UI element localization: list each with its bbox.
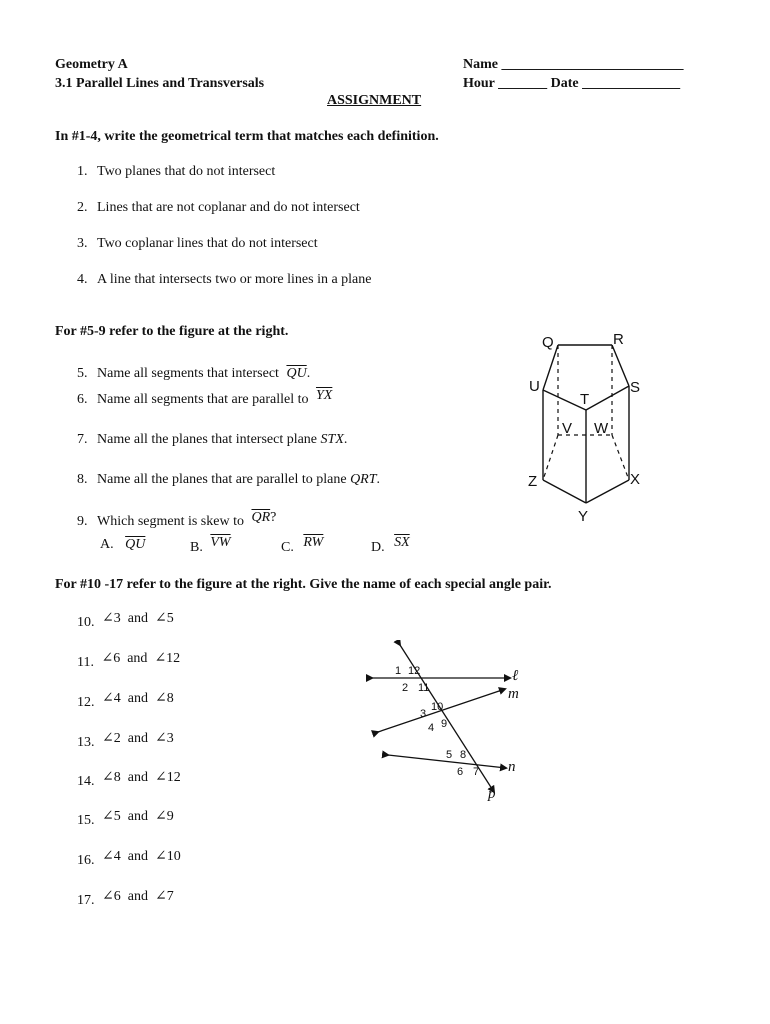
angle-a: 4 bbox=[113, 691, 121, 706]
edge-rs bbox=[612, 345, 629, 386]
angle-pair bbox=[102, 611, 174, 626]
lesson-title: 3.1 Parallel Lines and Transversals bbox=[55, 76, 265, 91]
edge-qu bbox=[543, 345, 558, 390]
question-text: Name all segments that intersect bbox=[97, 366, 279, 381]
angle-symbol: ∠ bbox=[102, 889, 114, 904]
punctuation: . bbox=[306, 366, 311, 381]
question-number: 9. bbox=[77, 514, 88, 529]
date-blank: ______________ bbox=[582, 76, 681, 91]
vertex-label-x: X bbox=[630, 471, 641, 488]
question-number: 15. bbox=[77, 813, 95, 828]
angle-symbol: ∠ bbox=[154, 611, 167, 626]
angle-symbol: ∠ bbox=[102, 770, 114, 785]
angle-symbol: ∠ bbox=[154, 770, 167, 785]
angle-a: 8 bbox=[113, 770, 121, 785]
vertex-label-v: V bbox=[562, 420, 573, 437]
assignment-title: ASSIGNMENT bbox=[327, 93, 422, 108]
vertex-label-s: S bbox=[630, 379, 641, 396]
angle-a: 2 bbox=[113, 731, 121, 746]
and-word: and bbox=[127, 611, 148, 626]
question-number: 6. bbox=[77, 392, 88, 407]
hour-label: Hour bbox=[463, 76, 495, 91]
angle-a: 6 bbox=[113, 889, 121, 904]
angle-label-9: 9 bbox=[441, 718, 448, 730]
segment-yx: $\overline{YX}$ bbox=[315, 388, 333, 403]
course-title: Geometry A bbox=[55, 57, 128, 72]
punctuation: ? bbox=[270, 510, 277, 525]
vertex-label-y: Y bbox=[578, 508, 589, 525]
choice-segment: $\overline{QU}$ bbox=[125, 537, 146, 552]
line-label-n: n bbox=[508, 759, 516, 775]
punctuation: . bbox=[376, 472, 381, 487]
angle-a: 5 bbox=[113, 809, 121, 824]
question-12 bbox=[77, 691, 174, 711]
question-4 bbox=[77, 272, 371, 288]
angle-symbol: ∠ bbox=[154, 849, 167, 864]
question-3 bbox=[77, 236, 318, 252]
choice-d[interactable] bbox=[371, 535, 410, 556]
angle-b: 9 bbox=[166, 809, 174, 824]
name-label: Name bbox=[463, 57, 498, 72]
angle-symbol: ∠ bbox=[102, 809, 114, 824]
and-word: and bbox=[127, 809, 148, 824]
angle-b: 8 bbox=[166, 691, 174, 706]
choice-segment: $\overline{VW}$ bbox=[210, 535, 231, 550]
question-8 bbox=[77, 472, 380, 488]
question-number: 1. bbox=[77, 164, 88, 179]
angle-label-4: 4 bbox=[428, 722, 435, 734]
plane-stx: STX bbox=[320, 432, 344, 447]
vertex-label-r: R bbox=[613, 331, 624, 348]
question-text: Name all segments that are parallel to bbox=[97, 392, 309, 407]
question-11 bbox=[77, 651, 181, 671]
choice-letter: A. bbox=[100, 537, 114, 552]
question-text: Two planes that do not intersect bbox=[97, 164, 276, 179]
section2-heading: For #5-9 refer to the figure at the right. bbox=[55, 324, 289, 339]
angle-symbol: ∠ bbox=[102, 849, 114, 864]
question-17 bbox=[77, 889, 174, 909]
vertex-label-w: W bbox=[594, 420, 609, 437]
angle-b: 3 bbox=[166, 731, 174, 746]
hour-blank: _______ bbox=[498, 76, 548, 91]
line-label-m: m bbox=[508, 686, 519, 702]
and-word: and bbox=[127, 691, 148, 706]
question-14 bbox=[77, 770, 181, 790]
segment-qu: $\overline{QU}$ bbox=[286, 366, 307, 381]
angle-label-7: 7 bbox=[473, 766, 480, 778]
angle-symbol: ∠ bbox=[102, 691, 114, 706]
angle-label-1: 1 bbox=[395, 665, 402, 677]
question-1 bbox=[77, 164, 275, 180]
question-9 bbox=[77, 510, 277, 530]
angle-symbol: ∠ bbox=[101, 651, 114, 666]
vertex-label-q: Q bbox=[542, 334, 554, 351]
question-7 bbox=[77, 432, 347, 448]
angle-pair bbox=[102, 770, 181, 785]
angle-a: 6 bbox=[113, 651, 121, 666]
angle-b: 12 bbox=[166, 651, 181, 666]
angle-pair bbox=[101, 651, 180, 666]
question-number: 4. bbox=[77, 272, 88, 287]
question-text: Name all the planes that intersect plane bbox=[97, 432, 318, 447]
angle-symbol: ∠ bbox=[154, 691, 167, 706]
angle-symbol: ∠ bbox=[154, 651, 167, 666]
punctuation: . bbox=[343, 432, 348, 447]
question-number: 3. bbox=[77, 236, 88, 251]
transversal-figure bbox=[360, 640, 540, 810]
section3-heading: For #10 -17 refer to the figure at the right. Give the name of each special angle pair. bbox=[55, 577, 552, 592]
name-blank: __________________________ bbox=[501, 57, 684, 72]
line-label-p: p bbox=[488, 786, 496, 802]
name-field[interactable] bbox=[463, 57, 684, 73]
angle-label-3: 3 bbox=[420, 708, 427, 720]
angle-symbol: ∠ bbox=[154, 731, 167, 746]
segment-qr: $\overline{QR}$ bbox=[251, 510, 271, 525]
angle-pair bbox=[102, 731, 174, 746]
question-number: 10. bbox=[77, 615, 95, 630]
angle-b: 5 bbox=[166, 611, 174, 626]
edge-ts bbox=[586, 386, 629, 410]
question-number: 2. bbox=[77, 200, 88, 215]
date-label: Date bbox=[550, 76, 579, 91]
question-13 bbox=[77, 731, 174, 751]
question-number: 8. bbox=[77, 472, 88, 487]
vertex-label-t: T bbox=[580, 391, 590, 408]
vertex-label-u: U bbox=[529, 378, 540, 395]
question-text: Name all the planes that are parallel to plane bbox=[97, 472, 347, 487]
choice-segment: $\overline{RW}$ bbox=[303, 535, 324, 550]
choice-a[interactable] bbox=[100, 537, 145, 553]
question-number: 13. bbox=[77, 735, 95, 750]
angle-symbol: ∠ bbox=[154, 809, 167, 824]
question-6 bbox=[77, 388, 333, 408]
angle-symbol: ∠ bbox=[102, 611, 114, 626]
prism-figure bbox=[520, 325, 650, 525]
angle-label-8: 8 bbox=[460, 749, 467, 761]
and-word: and bbox=[127, 651, 148, 666]
angle-label-6: 6 bbox=[457, 766, 464, 778]
question-number: 14. bbox=[77, 774, 95, 789]
and-word: and bbox=[127, 770, 148, 785]
angle-label-5: 5 bbox=[446, 749, 453, 761]
choice-letter: C. bbox=[281, 540, 294, 555]
question-5 bbox=[77, 366, 310, 382]
question-15 bbox=[77, 809, 174, 829]
angle-label-12: 12 bbox=[408, 665, 421, 677]
edge-zy bbox=[543, 480, 586, 503]
and-word: and bbox=[127, 889, 148, 904]
angle-a: 3 bbox=[113, 611, 121, 626]
choice-c[interactable] bbox=[281, 535, 324, 556]
choice-letter: D. bbox=[371, 540, 385, 555]
angle-label-11: 11 bbox=[418, 682, 430, 694]
angle-b: 12 bbox=[166, 770, 181, 785]
angle-pair bbox=[102, 889, 174, 904]
choice-b[interactable] bbox=[190, 535, 231, 556]
hour-date-field[interactable] bbox=[463, 76, 680, 92]
question-text: Two coplanar lines that do not intersect bbox=[97, 236, 318, 251]
angle-b: 10 bbox=[166, 849, 181, 864]
vertex-label-z: Z bbox=[528, 473, 538, 490]
hidden-vz bbox=[543, 435, 558, 480]
angle-label-2: 2 bbox=[402, 682, 409, 694]
angle-label-10: 10 bbox=[431, 701, 444, 713]
question-number: 12. bbox=[77, 695, 95, 710]
hidden-wx bbox=[612, 435, 629, 480]
angle-b: 7 bbox=[166, 889, 174, 904]
question-number: 5. bbox=[77, 366, 88, 381]
question-text: A line that intersects two or more lines in a plane bbox=[97, 272, 372, 287]
angle-symbol: ∠ bbox=[102, 731, 114, 746]
question-number: 17. bbox=[77, 893, 95, 908]
question-2 bbox=[77, 200, 360, 216]
and-word: and bbox=[127, 849, 148, 864]
angle-pair bbox=[102, 691, 174, 706]
plane-qrt: QRT bbox=[350, 472, 377, 487]
question-number: 16. bbox=[77, 853, 95, 868]
and-word: and bbox=[127, 731, 148, 746]
angle-a: 4 bbox=[113, 849, 121, 864]
question-10 bbox=[77, 611, 174, 631]
choice-segment: $\overline{SX}$ bbox=[394, 535, 410, 550]
line-label-l: ℓ bbox=[512, 668, 519, 684]
question-number: 11. bbox=[77, 655, 94, 670]
question-text: Lines that are not coplanar and do not intersect bbox=[97, 200, 360, 215]
angle-pair bbox=[102, 849, 181, 864]
question-16 bbox=[77, 849, 181, 869]
section1-heading: In #1-4, write the geometrical term that matches each definition. bbox=[55, 129, 439, 144]
question-number: 7. bbox=[77, 432, 88, 447]
angle-pair bbox=[102, 809, 174, 824]
edge-yx bbox=[586, 480, 629, 503]
question-text: Which segment is skew to bbox=[97, 514, 244, 529]
choice-letter: B. bbox=[190, 540, 203, 555]
angle-symbol: ∠ bbox=[154, 889, 167, 904]
